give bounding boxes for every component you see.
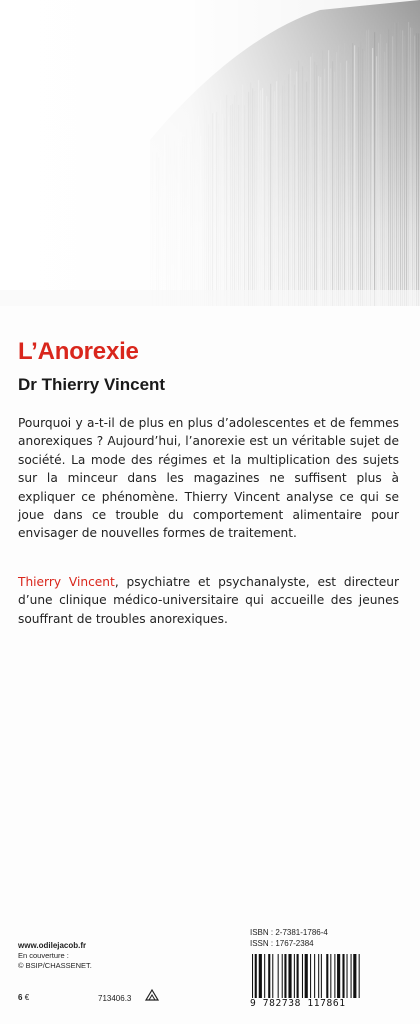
isbn-number: ISBN : 2-7381-1786-4 <box>250 928 328 937</box>
book-title: L’Anorexie <box>18 338 139 365</box>
price-currency: € <box>24 993 30 1002</box>
barcode-graphic <box>250 954 400 998</box>
issn-number: ISSN : 1767-2384 <box>250 938 314 948</box>
book-synopsis: Pourquoi y a-t-il de plus en plus d’adolescentes et de femmes anorexiques ? Aujourd’hui, l’anorexie est un véritable sujet de société. La mode des régimes et la multiplication des sujets sur la minceur dans les magazines ne suffisent plus à expliquer ce phénomène. Thierry Vincent analyse ce qui se joue dans ce trouble du comportement alimentaire pour envisager de nouvelles formes de traitement. <box>18 416 399 541</box>
book-author: Dr Thierry Vincent <box>18 375 166 394</box>
author-bio <box>18 573 399 628</box>
publisher-info <box>18 941 92 971</box>
price-value: 6 <box>18 993 23 1002</box>
price <box>18 993 29 1002</box>
isbn-block <box>250 928 328 949</box>
publisher-website[interactable]: www.odilejacob.fr <box>18 941 87 950</box>
cover-photo-banner <box>0 0 420 306</box>
product-code: 713406.3 <box>98 994 132 1003</box>
barcode-number: 9 782738 117861 <box>250 998 346 1009</box>
cover-label: En couverture : <box>18 951 69 960</box>
author-bio-name: Thierry Vincent <box>18 575 115 589</box>
publisher-logo-icon <box>144 988 160 1002</box>
author-bio-text: , psychiatre et psychanalyste, est directeur d’une clinique médico-universitaire qui accueille des jeunes souffrant de troubles anorexiques. <box>18 575 399 626</box>
cover-photo-gradient <box>0 0 420 306</box>
cover-credit: © BSIP/CHASSENET. <box>18 961 92 970</box>
